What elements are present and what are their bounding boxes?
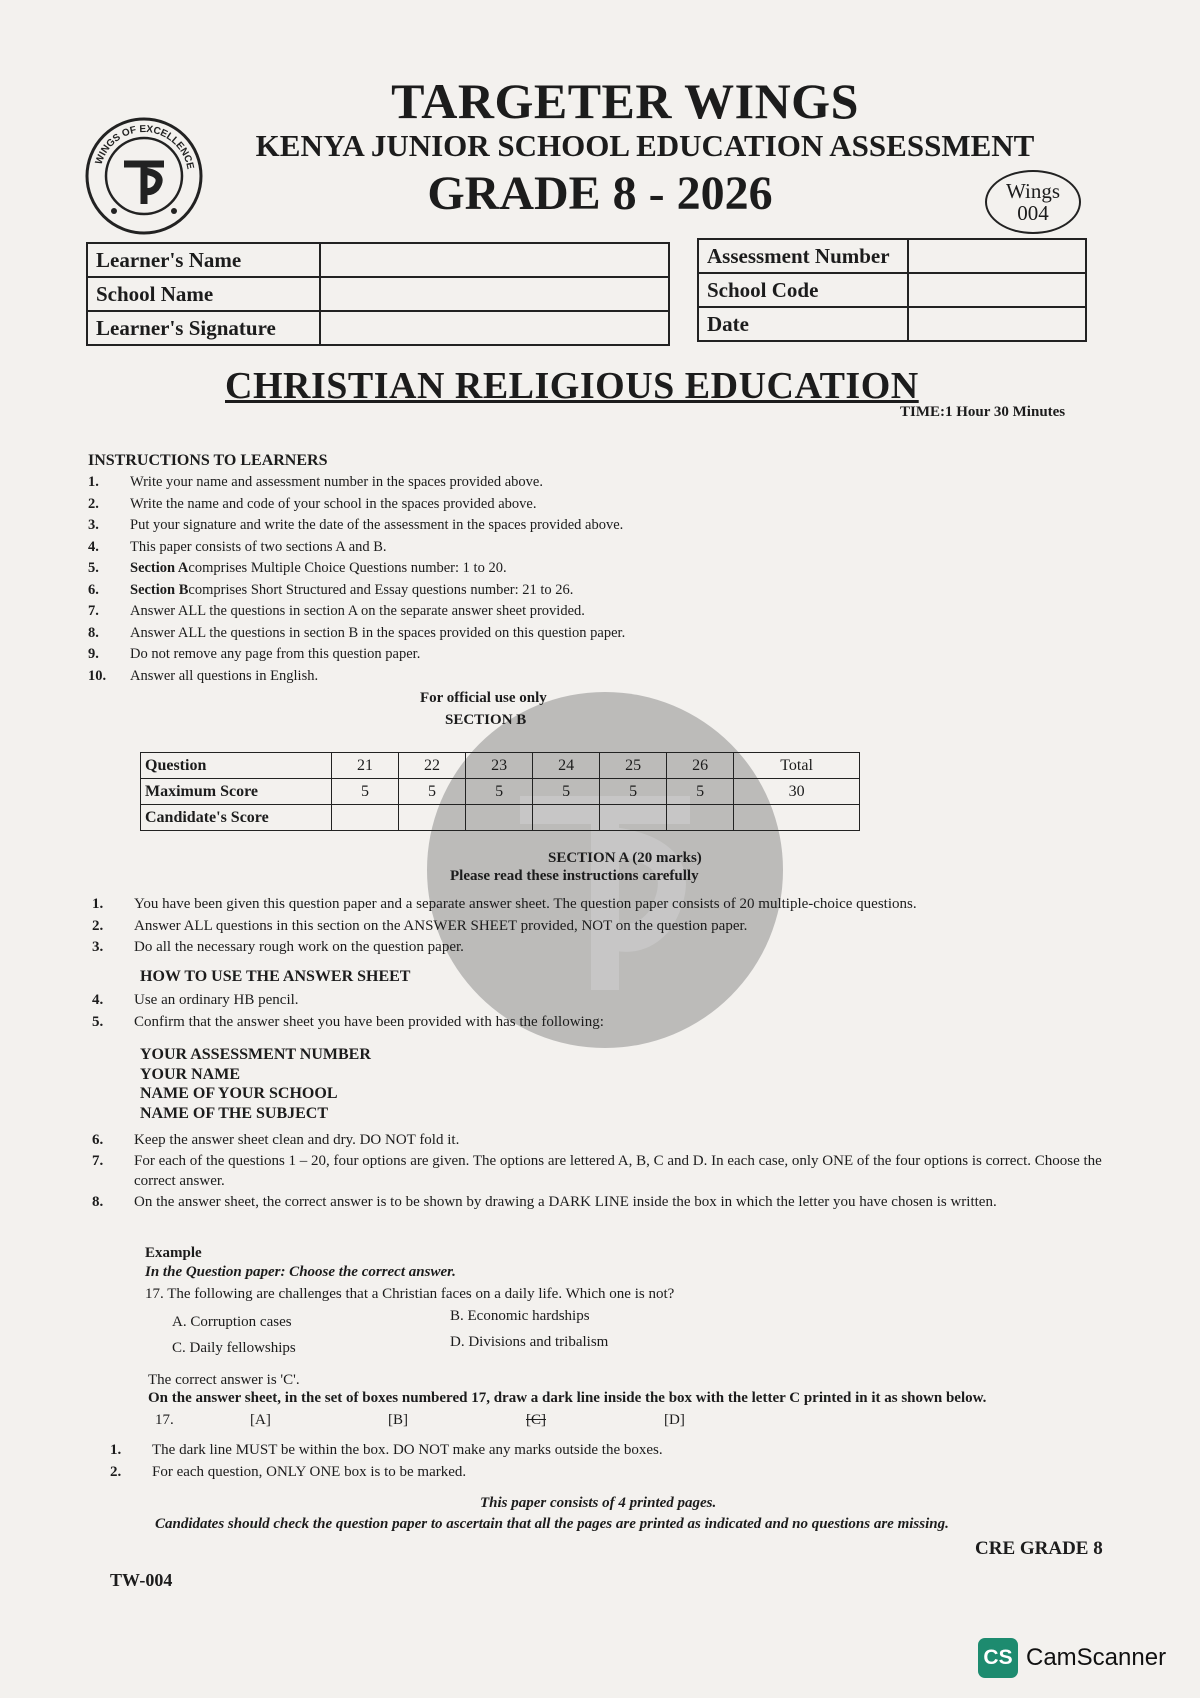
candidates-note: Candidates should check the question paper to ascertain that all the pages are printed as indicated and no questions are missing.	[155, 1516, 949, 1532]
table-row	[141, 805, 860, 831]
list-item	[88, 580, 988, 602]
item-number: 2.	[88, 495, 99, 512]
table-cell: 22	[399, 753, 466, 779]
list-item	[92, 1192, 1112, 1212]
table-row	[698, 307, 1086, 341]
list-item	[88, 601, 988, 623]
table-cell: 30	[734, 779, 860, 805]
section-a-subheading: Please read these instructions carefully	[450, 868, 699, 884]
list-item: YOUR ASSESSMENT NUMBER	[140, 1046, 371, 1063]
item-number: 2.	[92, 917, 104, 934]
item-number: 1.	[92, 896, 104, 913]
option-c: C. Daily fellowships	[172, 1340, 296, 1356]
table-cell: 5	[399, 779, 466, 805]
item-number: 6.	[92, 1132, 104, 1148]
final-instructions	[110, 1440, 1010, 1483]
item-number: 10.	[88, 667, 107, 684]
badge-line-1: Wings	[1006, 179, 1060, 203]
item-text: Keep the answer sheet clean and dry. DO NOT fold it.	[134, 1132, 460, 1148]
score-cell[interactable]	[600, 805, 667, 831]
item-text: This paper consists of two sections A and B.	[130, 538, 387, 555]
field-label: Assessment Number	[698, 239, 908, 273]
answer-box-d: [D]	[664, 1412, 685, 1428]
answer-sheet-heading: HOW TO USE THE ANSWER SHEET	[140, 968, 411, 985]
item-number: 5.	[88, 560, 99, 577]
item-number: 8.	[92, 1194, 104, 1210]
item-number: 2.	[110, 1463, 122, 1480]
school-code-field[interactable]	[908, 273, 1086, 307]
score-cell[interactable]	[399, 805, 466, 831]
camscanner-label: CamScanner	[1026, 1644, 1167, 1671]
answer-box-b: [B]	[388, 1412, 408, 1428]
list-item	[92, 1151, 1112, 1191]
signature-field[interactable]	[320, 311, 669, 345]
assessment-number-field[interactable]	[908, 239, 1086, 273]
item-number: 6.	[88, 581, 99, 598]
badge-line-2: 004	[1017, 201, 1049, 225]
answer-box-a: [A]	[250, 1412, 271, 1428]
table-cell: Total	[734, 753, 860, 779]
item-number: 8.	[88, 624, 99, 641]
list-item	[88, 472, 988, 494]
item-number: 1.	[110, 1442, 122, 1459]
answer-boxes	[155, 1412, 685, 1429]
table-cell: 26	[667, 753, 734, 779]
exam-subtitle: KENYA JUNIOR SCHOOL EDUCATION ASSESSMENT	[255, 128, 1035, 163]
answer-sheet-more	[92, 1130, 1112, 1213]
list-item	[88, 644, 988, 666]
school-info-table	[697, 238, 1087, 342]
time-allowed: TIME:1 Hour 30 Minutes	[900, 404, 1066, 420]
learner-info-table	[86, 242, 670, 346]
row-label: Question	[141, 753, 332, 779]
list-item	[110, 1462, 1010, 1484]
table-row	[87, 243, 669, 277]
page-count-note: This paper consists of 4 printed pages.	[480, 1495, 717, 1511]
section-a-list	[92, 894, 1092, 959]
item-text: You have been given this question paper and a separate answer sheet. The question paper consists of 20 multiple-choice questions.	[134, 896, 917, 913]
paper-code: TW-004	[110, 1570, 173, 1590]
table-row	[87, 277, 669, 311]
official-use-label: For official use only	[420, 690, 547, 706]
item-text: Put your signature and write the date of the assessment in the spaces provided above.	[130, 517, 624, 534]
score-cell[interactable]	[332, 805, 399, 831]
table-cell: 25	[600, 753, 667, 779]
list-item	[88, 515, 988, 537]
table-row	[698, 239, 1086, 273]
score-cell[interactable]	[667, 805, 734, 831]
item-text: Do all the necessary rough work on the question paper.	[134, 939, 464, 956]
item-text: Answer ALL the questions in section A on the separate answer sheet provided.	[130, 603, 585, 620]
item-bold: Section B	[130, 581, 189, 598]
subject-code: CRE GRADE 8	[975, 1538, 1103, 1559]
item-text: comprises Multiple Choice Questions number: 1 to 20.	[188, 560, 507, 577]
example-instruction: In the Question paper: Choose the correct answer.	[145, 1264, 456, 1280]
list-item	[92, 990, 1092, 1012]
answer-sheet-note: On the answer sheet, in the set of boxes numbered 17, draw a dark line inside the box with the letter C printed in it as shown below.	[148, 1390, 987, 1406]
table-row	[698, 273, 1086, 307]
row-label: Maximum Score	[141, 779, 332, 805]
item-number: 4.	[88, 538, 99, 555]
table-cell: 23	[466, 753, 533, 779]
table-cell: 5	[667, 779, 734, 805]
example-label: Example	[145, 1245, 202, 1261]
learner-name-field[interactable]	[320, 243, 669, 277]
list-item	[110, 1440, 1010, 1462]
list-item	[88, 537, 988, 559]
table-cell: 21	[332, 753, 399, 779]
list-item	[88, 623, 988, 645]
table-cell: 24	[533, 753, 600, 779]
item-number: 4.	[92, 992, 104, 1009]
item-number: 3.	[88, 517, 99, 534]
list-item	[92, 894, 1092, 916]
item-number: 5.	[92, 1013, 104, 1030]
item-number: 9.	[88, 646, 99, 663]
table-row	[87, 311, 669, 345]
item-text: Use an ordinary HB pencil.	[134, 992, 299, 1009]
camscanner-icon: CS	[978, 1638, 1018, 1678]
score-table	[140, 752, 860, 831]
option-d: D. Divisions and tribalism	[450, 1334, 609, 1350]
item-number: 7.	[88, 603, 99, 620]
table-cell: 5	[466, 779, 533, 805]
school-name-field[interactable]	[320, 277, 669, 311]
score-cell[interactable]	[734, 805, 860, 831]
item-number: 7.	[92, 1153, 104, 1169]
item-number: 1.	[88, 474, 99, 491]
answer-box-c: [C]	[526, 1412, 546, 1428]
item-text: Do not remove any page from this question paper.	[130, 646, 421, 663]
instructions-heading: INSTRUCTIONS TO LEARNERS	[88, 452, 328, 469]
answer-sheet-list	[92, 990, 1092, 1033]
field-label: Learner's Signature	[87, 311, 320, 345]
score-cell[interactable]	[466, 805, 533, 831]
exam-title: TARGETER WINGS	[391, 73, 859, 129]
box-number: 17.	[155, 1412, 174, 1428]
camscanner-badge	[978, 1638, 1166, 1678]
item-text: Answer ALL the questions in section B in the spaces provided on this question paper.	[130, 624, 626, 641]
item-text: Write your name and assessment number in the spaces provided above.	[130, 474, 543, 491]
item-text: For each of the questions 1 – 20, four options are given. The options are lettered A, B, C and D. In each case, only ONE of the four options is correct. Choose the correct answer.	[134, 1153, 1102, 1189]
wings-badge	[985, 170, 1081, 234]
table-cell: 5	[332, 779, 399, 805]
instructions-list	[88, 472, 988, 687]
list-item	[88, 666, 988, 688]
field-label: School Code	[698, 273, 908, 307]
field-label: School Name	[87, 277, 320, 311]
list-item	[92, 937, 1092, 959]
date-field[interactable]	[908, 307, 1086, 341]
item-text: The dark line MUST be within the box. DO NOT make any marks outside the boxes.	[152, 1442, 663, 1459]
list-item	[88, 494, 988, 516]
option-a: A. Corruption cases	[172, 1314, 292, 1330]
option-b: B. Economic hardships	[450, 1308, 590, 1324]
item-text: Confirm that the answer sheet you have been provided with has the following:	[134, 1013, 604, 1030]
item-text: On the answer sheet, the correct answer is to be shown by drawing a DARK LINE inside the box in which the letter you have chosen is written.	[134, 1194, 997, 1210]
item-text: Answer ALL questions in this section on the ANSWER SHEET provided, NOT on the question paper.	[134, 917, 748, 934]
item-number: 3.	[92, 939, 104, 956]
table-row	[141, 779, 860, 805]
answer-sheet-fields	[140, 1045, 371, 1123]
score-cell[interactable]	[533, 805, 600, 831]
list-item	[88, 558, 988, 580]
subject-title: CHRISTIAN RELIGIOUS EDUCATION	[225, 365, 919, 407]
table-cell: 5	[600, 779, 667, 805]
list-item: NAME OF THE SUBJECT	[140, 1104, 329, 1122]
item-text: For each question, ONLY ONE box is to be marked.	[152, 1463, 467, 1480]
correct-answer-note: The correct answer is 'C'.	[148, 1372, 300, 1388]
item-text: comprises Short Structured and Essay questions number: 21 to 26.	[188, 581, 574, 598]
section-b-label: SECTION B	[445, 712, 527, 728]
list-item: YOUR NAME	[140, 1065, 240, 1083]
list-item	[92, 1012, 1092, 1034]
section-a-heading: SECTION A (20 marks)	[548, 850, 702, 866]
field-label: Date	[698, 307, 908, 341]
item-text: Write the name and code of your school in the spaces provided above.	[130, 495, 537, 512]
table-cell: 5	[533, 779, 600, 805]
row-label: Candidate's Score	[141, 805, 332, 831]
grade-title: GRADE 8 - 2026	[427, 167, 773, 220]
svg-text:WINGS OF EXCELLENCE: WINGS OF EXCELLENCE	[93, 123, 196, 171]
table-row	[141, 753, 860, 779]
school-logo	[84, 116, 204, 236]
field-label: Learner's Name	[87, 243, 320, 277]
item-bold: Section A	[130, 560, 189, 577]
example-question: 17. The following are challenges that a Christian faces on a daily life. Which one is not?	[145, 1286, 675, 1302]
list-item	[92, 1130, 1112, 1150]
item-text: Answer all questions in English.	[130, 667, 319, 684]
list-item	[92, 916, 1092, 938]
list-item: NAME OF YOUR SCHOOL	[140, 1085, 338, 1102]
